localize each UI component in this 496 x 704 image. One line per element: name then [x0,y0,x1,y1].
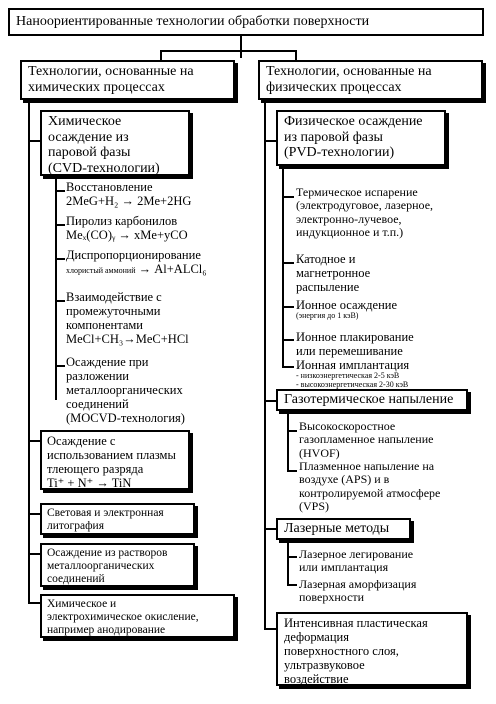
pvd-title-line: Физическое осаждение [284,114,423,129]
thermal-evaporation-item [296,186,433,240]
pvd-title-line: из паровой фазы [284,129,383,145]
oxidation-node [40,594,235,638]
connector [287,556,297,558]
thermal-line: Термическое испарение [296,185,418,199]
laser-amorph-line: Лазерная аморфизация [299,577,417,591]
pyrolysis-title: Пиролиз карбонилов [66,214,178,228]
mocvd-line: металлоорганических [66,383,183,397]
oxidation-line: электрохимическое окисление, [47,610,199,623]
laser-amorphization-item [299,578,416,605]
laser-alloying-item [299,548,413,575]
mocvd-item [66,355,185,425]
mocvd-line: разложении [66,369,130,383]
ion-plating-line: Ионное плакирование [296,330,414,344]
plasma-spray-item [299,460,440,514]
connector [287,430,297,432]
plasma-spray-line: Плазменное напыление на [299,459,435,473]
gas-thermal-title: Газотермическое напыление [284,392,454,407]
ion-deposition-note: (энергия до 1 кэВ) [296,311,359,320]
spd-line: ультразвуковое [284,658,365,672]
hvof-line: (HVOF) [299,445,340,460]
ion-plating-line: или перемешивание [296,344,403,358]
chemical-title-line: химических процессах [28,79,165,95]
hvof-item [299,420,433,460]
solution-deposition-node [40,543,195,587]
severe-plastic-deformation-node [276,612,468,686]
connector [28,513,40,515]
laser-title: Лазерные методы [284,521,390,536]
lithography-line: литография [47,519,104,532]
thermal-line: индукционное и т.п.) [296,225,404,240]
pvd-title-line: (PVD-технологии) [284,145,395,161]
plasma-spray-line: контролируемой атмосфере [299,485,441,500]
disproportionation-title: Диспропорционирование [66,248,201,262]
gas-thermal-spine [287,411,289,471]
plasma-spray-line: воздухе (APS) и в [299,472,390,487]
laser-amorph-line: поверхности [299,590,365,605]
laser-alloy-line: или имплантация [299,560,389,575]
ion-deposition-title: Ионное осаждение [296,298,398,312]
connector [264,628,276,630]
ion-deposition-item [296,298,397,321]
plasma-line: тлеющего разряда [47,462,144,476]
connector [28,602,40,604]
ion-implantation-item [296,358,409,390]
pyrolysis-item [66,214,188,242]
physical-title-line: Технологии, основанные на [266,64,432,79]
right-spine [264,100,266,630]
connector [240,36,242,58]
thermal-line: электронно-лучевое, [296,211,402,226]
plasma-formula: Ti⁺ + N⁺ → TiN [47,476,132,490]
root-label: Наноориентированные технологии обработки поверхности [16,14,370,29]
pyrolysis-formula: Meₓ(CO)ᵧ → xMe+yCO [66,228,188,242]
reduction-formula: 2MeG+H₂ → 2Me+2HG [66,194,192,208]
physical-tech-node [258,60,483,100]
cvd-title-line: паровой фазы [48,145,131,161]
solution-line: металлоорганических [47,559,155,572]
interaction-line: компонентами [66,318,143,332]
root-node [8,8,484,36]
chemical-title-line: Технологии, основанные на [28,64,194,79]
oxidation-line: например анодирование [47,623,166,636]
connector [282,262,294,264]
disproportionation-formula: Al+ALCl₆ [154,262,207,276]
implantation-high: - высокоэнергетическая 2-30 кэВ [296,379,409,389]
connector [55,300,65,302]
spd-line: воздействие [284,672,349,686]
connector [55,365,65,367]
thermal-line: (электродуговое, лазерное, [296,198,434,213]
physical-title-line: физических процессах [266,79,402,95]
connector [282,306,294,308]
lithography-line: Световая и электронная [47,507,164,519]
pvd-node [276,110,446,166]
spd-line: поверхностного слоя, [284,644,399,658]
disproportionation-item [66,248,207,276]
implantation-low: - низкоэнергетическая 2-5 кэВ [296,371,400,380]
interaction-formula: MeCl+CH₃→MeC+HCl [66,332,189,346]
lithography-node [40,503,195,535]
mocvd-line: соединений [66,397,129,411]
mocvd-line: (MOCVD-технология) [66,411,185,425]
interaction-line: Взаимодействие с [66,290,162,304]
laser-spine [287,540,289,584]
connector [287,584,297,586]
connector [264,400,276,402]
plasma-line: использованием плазмы [47,448,176,462]
connector [55,224,65,226]
spd-line: Интенсивная пластическая [284,616,428,630]
cathode-line: распыление [296,280,360,294]
connector [28,553,40,555]
connector [55,258,65,260]
laser-alloy-line: Лазерное легирование [299,547,414,561]
plasma-line: Осаждение с [47,434,116,448]
reduction-title: Восстановление [66,180,153,194]
chemical-tech-node [20,60,235,100]
connector [28,440,40,442]
connector [282,339,294,341]
interaction-line: промежуточными [66,304,161,318]
cathode-line: Катодное и [296,252,356,266]
solution-line: соединений [47,572,105,585]
cvd-title-line: осаждение из [48,129,129,145]
cathode-line: магнетронное [296,266,371,280]
cvd-title-line: (CVD-технологии) [48,161,160,177]
arrow-icon: → [138,262,152,276]
hvof-line: Высокоскоростное [299,419,396,433]
interaction-item [66,290,189,346]
cvd-node [40,110,190,176]
reduction-item [66,180,191,208]
oxidation-line: Химическое и [47,598,117,610]
solution-line: Осаждение из растворов [47,547,168,559]
cathode-sputtering-item [296,252,370,294]
connector [28,140,40,142]
left-spine [28,100,30,602]
hvof-line: газопламенное напыление [299,432,434,447]
spd-line: деформация [284,630,349,644]
connector [282,196,294,198]
connector [264,140,276,142]
disproportionation-note: хлористый аммоний [66,266,136,275]
plasma-node [40,430,190,490]
laser-node [276,518,411,540]
plasma-spray-line: (VPS) [299,499,330,514]
gas-thermal-node [276,389,468,411]
ion-plating-item [296,330,414,358]
disproportionation-formula-line [66,262,207,276]
connector [264,528,276,530]
ion-implantation-title: Ионная имплантация [296,358,410,372]
mocvd-line: Осаждение при [66,355,149,369]
cvd-title-line: Химическое [48,114,122,129]
connector [55,190,65,192]
connector [287,470,297,472]
connector [282,366,294,368]
connector [160,50,295,52]
